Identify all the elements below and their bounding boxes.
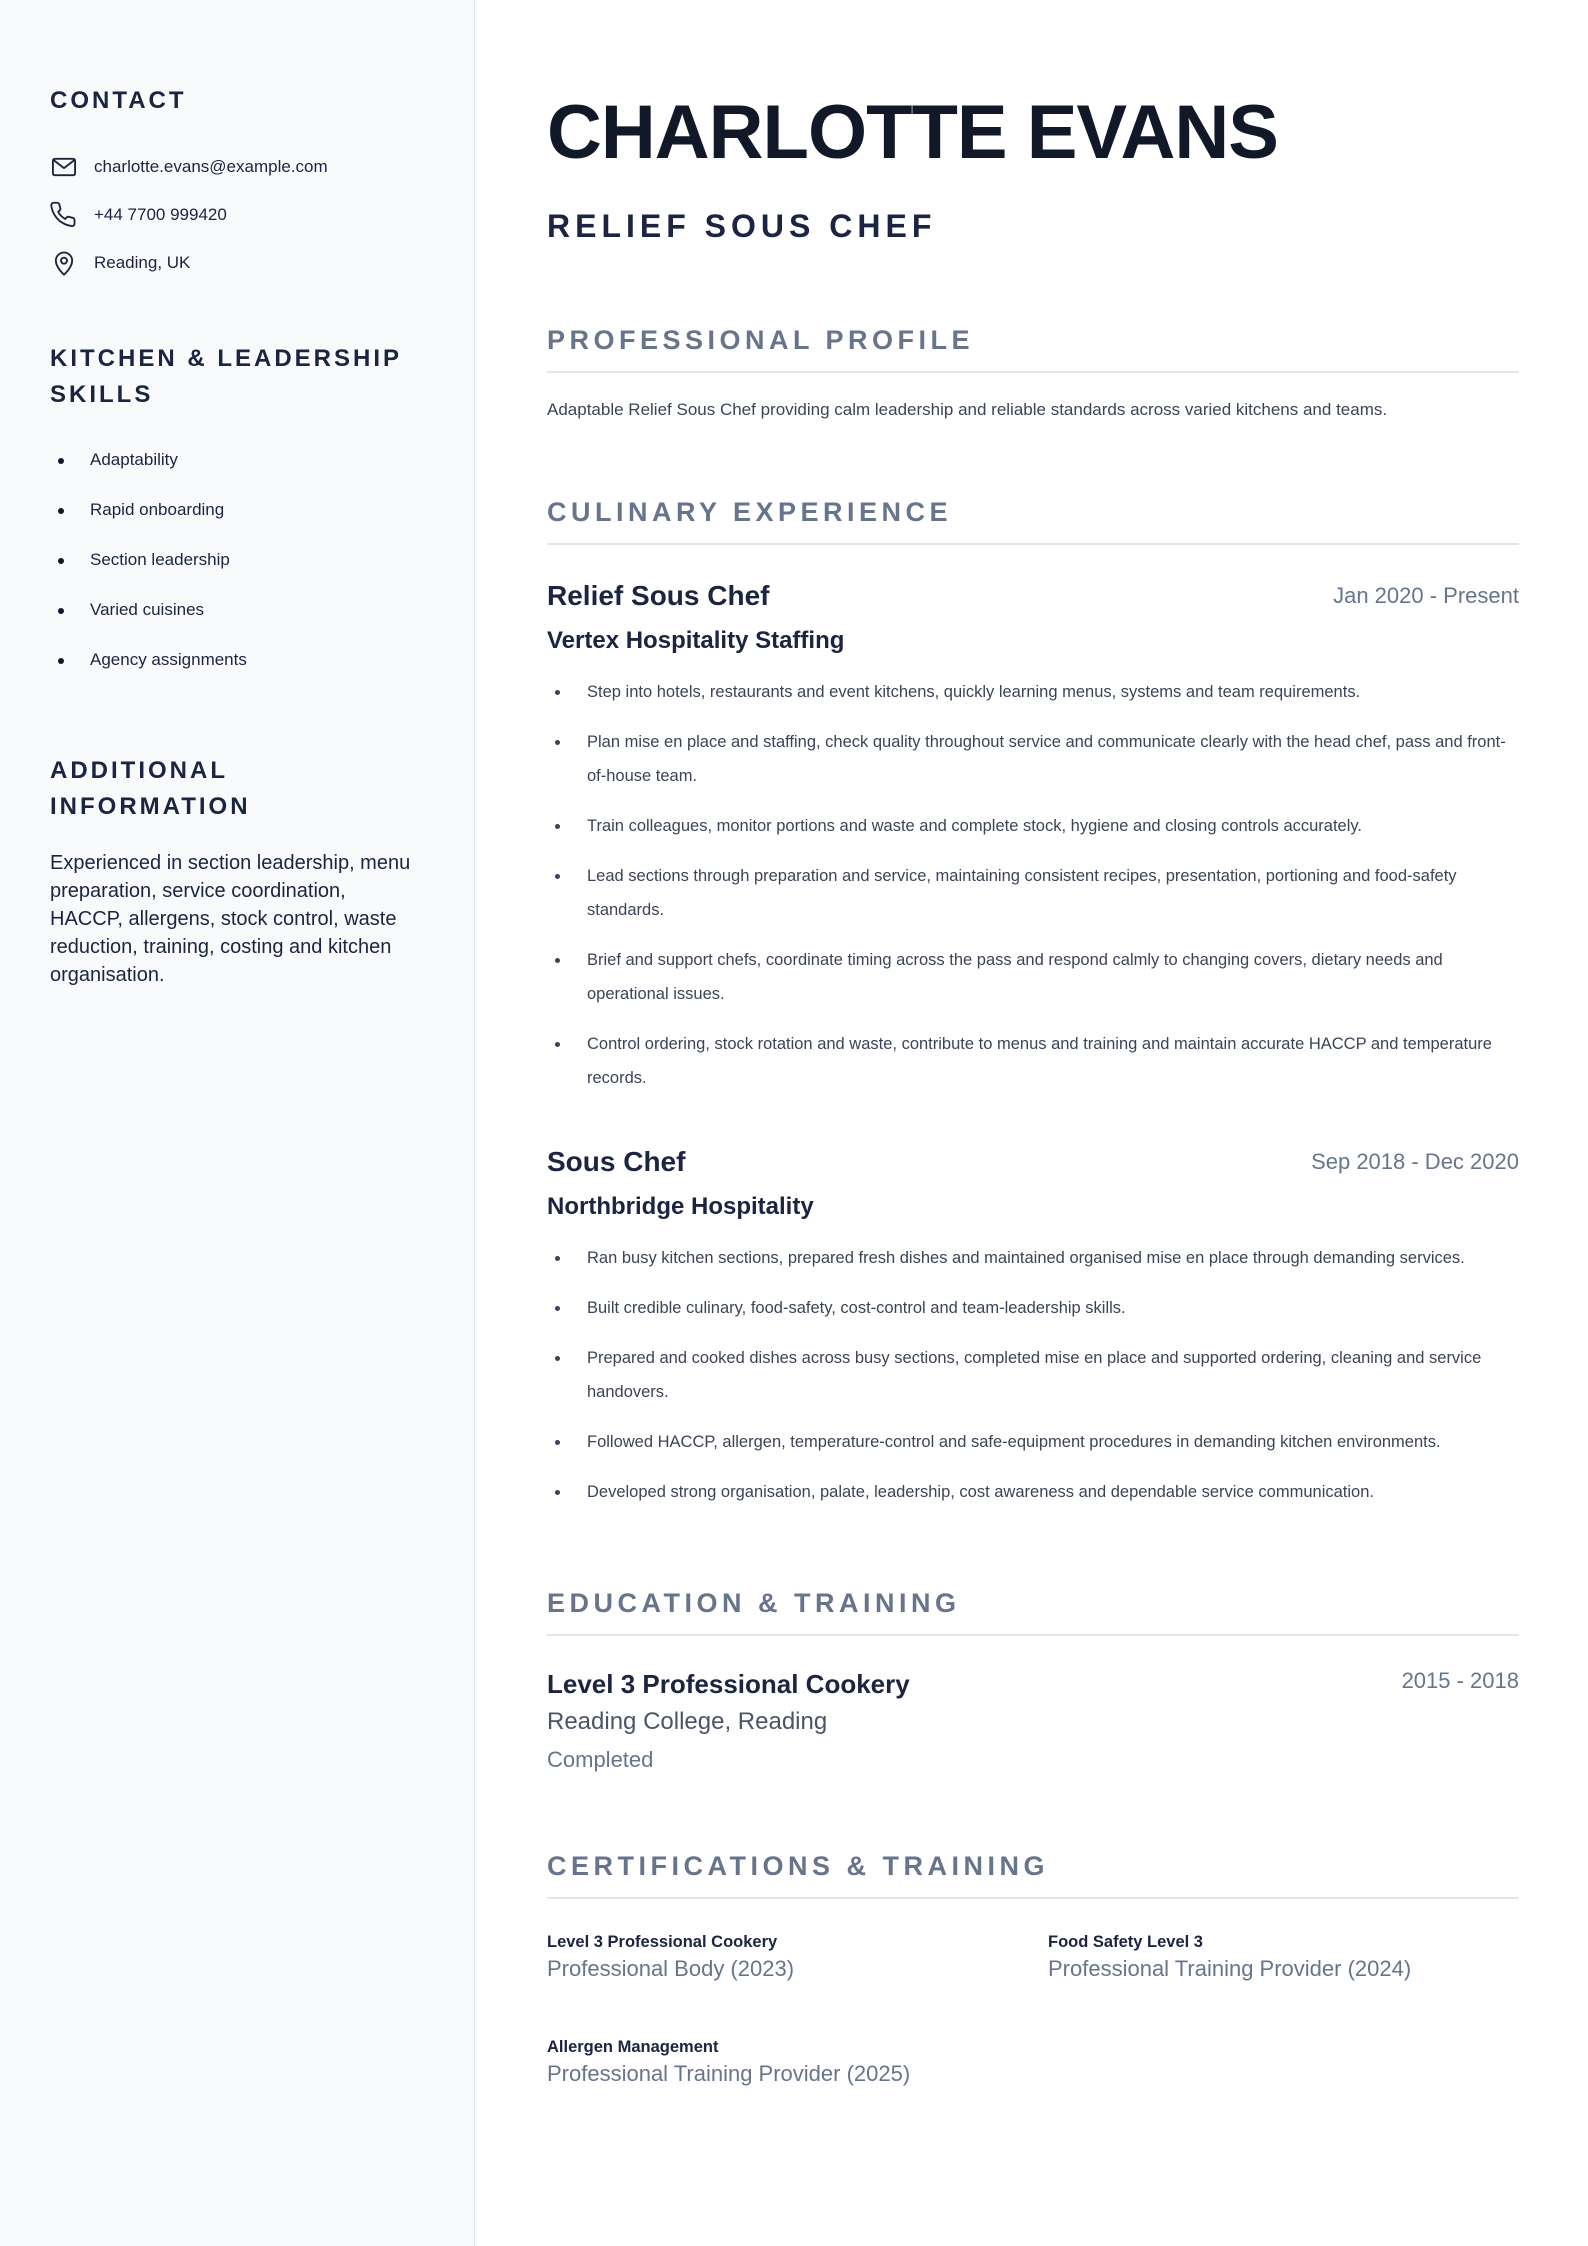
contact-heading: CONTACT (50, 87, 187, 114)
certification-provider: Professional Training Provider (2024) (1048, 1956, 1412, 1981)
mail-icon (50, 153, 78, 181)
job-bullets (547, 1241, 1519, 1509)
job-bullet: Train colleagues, monitor portions and waste and complete stock, hygiene and closing controls accurately. (547, 809, 1519, 843)
experience-heading: CULINARY EXPERIENCE (547, 494, 1519, 545)
email-text: charlotte.evans@example.com (94, 157, 328, 176)
profile-text: Adaptable Relief Sous Chef providing calm leadership and reliable standards across varied kitchens and teams. (547, 400, 1388, 419)
job-title: Relief Sous Chef (547, 580, 770, 611)
certification-provider: Professional Training Provider (2025) (547, 2061, 911, 2086)
education-dates: 2015 - 2018 (1401, 1668, 1519, 1693)
job-bullet: Step into hotels, restaurants and event kitchens, quickly learning menus, systems and team requirements. (547, 675, 1519, 709)
contact-location (50, 239, 424, 287)
job-bullet: Ran busy kitchen sections, prepared fresh dishes and maintained organised mise en place through demanding services. (547, 1241, 1519, 1275)
location-pin-icon (50, 249, 78, 277)
phone-text: +44 7700 999420 (94, 205, 227, 224)
contact-phone (50, 191, 424, 239)
job-entry (547, 1144, 1519, 1525)
certification-name: Allergen Management (547, 2038, 719, 2056)
phone-icon (50, 201, 78, 229)
job-bullet: Followed HACCP, allergen, temperature-control and safe-equipment procedures in demanding kitchen environments. (547, 1425, 1519, 1459)
certifications-heading: CERTIFICATIONS & TRAINING (547, 1848, 1519, 1899)
job-bullet: Control ordering, stock rotation and waste, contribute to menus and training and maintain accurate HACCP and temperature records. (547, 1027, 1519, 1095)
skills-list (50, 435, 424, 685)
contact-list (50, 143, 424, 287)
education-school: Reading College, Reading (547, 1708, 828, 1735)
additional-info-text: Experienced in section leadership, menu preparation, service coordination, HACCP, allergens, stock control, waste reduction, training, costing and kitchen organisation. (50, 852, 411, 986)
certification-item (547, 1930, 1017, 1984)
job-entry (547, 578, 1519, 1111)
education-status: Completed (547, 1747, 654, 1772)
certification-name: Food Safety Level 3 (1048, 1933, 1203, 1951)
skill-item: Agency assignments (50, 635, 424, 685)
job-dates: Sep 2018 - Dec 2020 (1311, 1149, 1519, 1174)
skill-item: Rapid onboarding (50, 485, 424, 535)
certification-item (547, 2035, 1017, 2089)
skill-item: Adaptability (50, 435, 424, 485)
job-bullets (547, 675, 1519, 1095)
education-heading: EDUCATION & TRAINING (547, 1585, 1519, 1636)
education-entry (547, 1666, 1519, 1778)
additional-info-heading: ADDITIONAL INFORMATION (50, 757, 251, 820)
education-title: Level 3 Professional Cookery (547, 1669, 910, 1699)
candidate-name: CHARLOTTE EVANS (547, 90, 1278, 175)
job-dates: Jan 2020 - Present (1333, 583, 1519, 608)
certification-provider: Professional Body (2023) (547, 1956, 795, 1981)
contact-email (50, 143, 424, 191)
certification-name: Level 3 Professional Cookery (547, 1933, 778, 1951)
job-company: Northbridge Hospitality (547, 1193, 814, 1220)
job-bullet: Plan mise en place and staffing, check quality throughout service and communicate clearly with the head chef, pass and front-of-house team. (547, 725, 1519, 793)
candidate-role: RELIEF SOUS CHEF (547, 208, 937, 244)
job-bullet: Brief and support chefs, coordinate timing across the pass and respond calmly to changing covers, dietary needs and operational issues. (547, 943, 1519, 1011)
certification-item (1048, 1930, 1518, 1984)
job-bullet: Prepared and cooked dishes across busy sections, completed mise en place and supported ordering, cleaning and service handovers. (547, 1341, 1519, 1409)
sidebar (0, 0, 475, 2246)
skills-heading: KITCHEN & LEADERSHIP SKILLS (50, 345, 402, 408)
profile-heading: PROFESSIONAL PROFILE (547, 322, 1519, 373)
skill-item: Varied cuisines (50, 585, 424, 635)
job-title: Sous Chef (547, 1146, 686, 1177)
location-text: Reading, UK (94, 253, 191, 272)
job-bullet: Built credible culinary, food-safety, cost-control and team-leadership skills. (547, 1291, 1519, 1325)
job-company: Vertex Hospitality Staffing (547, 627, 845, 654)
job-bullet: Lead sections through preparation and service, maintaining consistent recipes, presentation, portioning and food-safety standards. (547, 859, 1519, 927)
job-bullet: Developed strong organisation, palate, leadership, cost awareness and dependable service communication. (547, 1475, 1519, 1509)
skill-item: Section leadership (50, 535, 424, 585)
